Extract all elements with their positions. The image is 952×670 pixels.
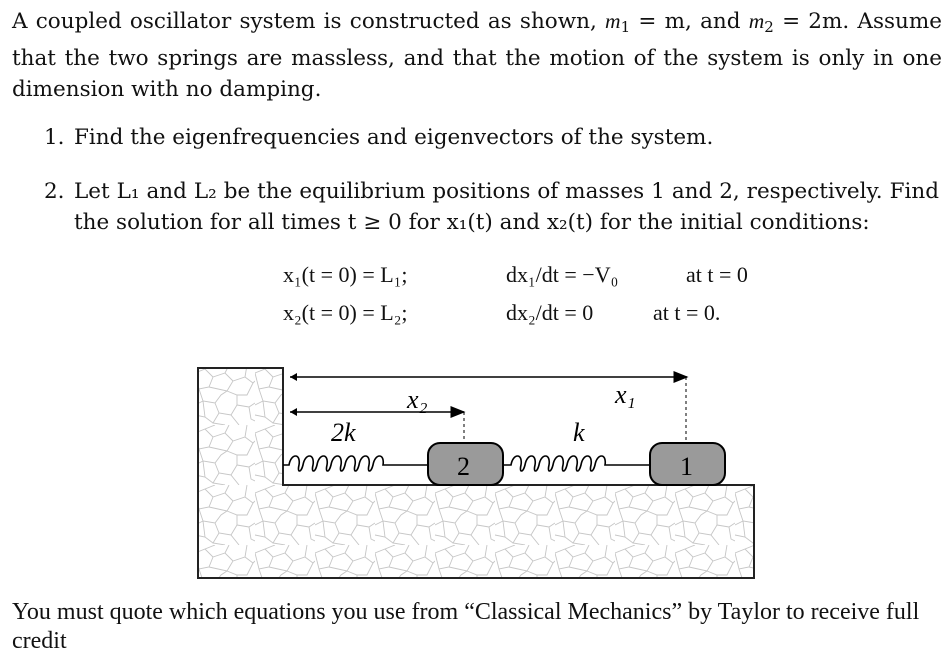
m2-subscript: 2 bbox=[764, 17, 774, 36]
m2-symbol: m bbox=[748, 9, 765, 33]
equation-x1-initial: x₁(t = 0) = L₁; bbox=[283, 262, 408, 287]
mass-1-label: 1 bbox=[680, 452, 693, 481]
equation-dx1-initial: dx₁/dt = −V₀ bbox=[506, 262, 619, 287]
mass-2-label: 2 bbox=[457, 452, 470, 481]
equation-x2-initial: x₂(t = 0) = L₂; bbox=[283, 300, 408, 325]
spring-right-label: k bbox=[573, 418, 585, 447]
item-number: 1. bbox=[44, 125, 65, 150]
spring-left bbox=[283, 456, 428, 471]
x1-label: x₁ bbox=[615, 380, 636, 409]
equation-row2-condition: at t = 0. bbox=[653, 300, 721, 325]
footer-note: You must quote which equations you use from “Classical Mechanics” by Taylor to receive full credit bbox=[12, 599, 920, 654]
item-text: Let L₁ and L₂ be the equilibrium positions of masses 1 and 2, respectively. Find the solution for all times t ≥ 0 for x₁(t) and x₂(t) for the initial conditions: bbox=[74, 179, 939, 235]
m1-symbol: m bbox=[605, 9, 621, 33]
equation-row1-condition: at t = 0 bbox=[686, 262, 748, 287]
spring-right bbox=[503, 456, 650, 471]
intro-text-end: = 2m. Assume that the two springs are massless, and that the motion of the system is only in one dimension with no damping. bbox=[12, 9, 942, 102]
intro-text-middle: = m, and bbox=[630, 9, 749, 34]
problem-intro bbox=[12, 6, 942, 105]
x2-label: x₂ bbox=[407, 385, 428, 414]
equation-dx2-initial: dx₂/dt = 0 bbox=[506, 300, 594, 325]
intro-text-start: A coupled oscillator system is constructed as shown, bbox=[12, 9, 606, 34]
item-number: 2. bbox=[44, 179, 65, 204]
coupled-oscillator-diagram bbox=[195, 365, 760, 585]
item-text: Find the eigenfrequencies and eigenvectors of the system. bbox=[74, 125, 714, 150]
spring-left-label: 2k bbox=[331, 418, 356, 447]
m1-subscript: 1 bbox=[620, 17, 631, 36]
